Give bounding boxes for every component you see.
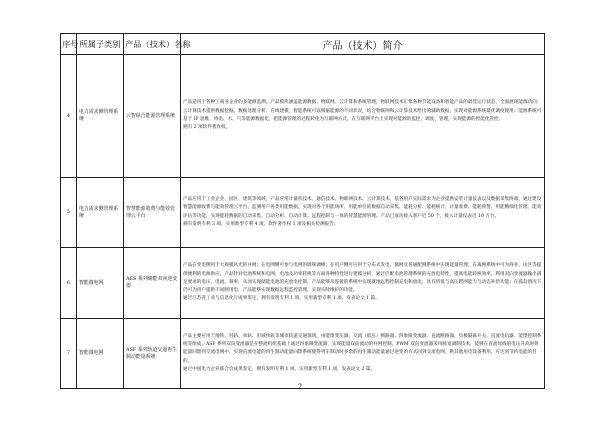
product-table [60, 33, 545, 389]
page-number: 2 [298, 382, 302, 391]
row-seq: 5 [61, 178, 77, 248]
row-category: 电力需求侧管理系统 [77, 178, 124, 248]
table-header-row [61, 34, 545, 55]
row-seq: 4 [61, 55, 77, 178]
intro-paragraph: 产品应用于工业企业、园区、建筑等领域，产品应用计量机技术、通信技术、物联网技术、云计算技术，依各用户实际需求为企业提供安装计量仪表以及数据采集终端，通过建设智慧能源收费与能效管理云平台，监测用户各类用能数据，实现对各个用能场所、用能单位的数据自动采集、能耗分析、能耗统计、计量收费、能耗预警、用能精细化管理、能效评估等功能，实现能耗数据的自动采集、自动分析、自动计算。远程控制与一体的智慧能源管理。产品已成功接入客户近 50 个，接入计量仪表近 10 万台。 [183, 196, 542, 219]
row-category: 智能微电网 [77, 248, 124, 319]
product-table-sheet [60, 33, 544, 389]
row-product-name: 智慧能源收费与能效管理云平台 [124, 178, 181, 248]
intro-credentials: 通过江苏省工业与信息化厅成果鉴定，拥有发明专利 1 项，实用新型专利 1 项，发表论文 1 篇。 [183, 296, 380, 302]
header-name: 产品（技术）名称 [124, 34, 181, 55]
header-intro: 产品（技术）简介 [181, 34, 545, 55]
row-seq: 7 [61, 319, 77, 389]
row-product-name: 云智绿合能源管理系统 [124, 55, 181, 178]
intro-credentials: 拥有发明专利 3 项，实用新型专利 4 项，软件著作权 1 项及相关检测报告。 [183, 221, 339, 227]
header-seq: 序号 [61, 34, 77, 55]
intro-credentials: 拥有 2 项软件著作权。 [183, 125, 231, 131]
row-intro [181, 248, 545, 319]
row-product-name: ASF 系列轨道交通再生制动能量系统 [124, 319, 181, 389]
row-category: 智能微电网 [77, 319, 124, 389]
table-row [61, 55, 545, 178]
intro-paragraph: 产品适用于各种工商业企业的多能源监测。产品模块涵盖能源数据、物联网、云计算和系统管理，物联网技术汇集各种节能设备和智能产品的最佳运行状态，全面展现能源动向；云计算技术提供数据挖掘、数据处理分析、在线建模，智能系统可以根据能源的不同状况，结合物联网和云计算技术给出的辅助数据，实现对能源系统最优调度使用；能源系统可基于 IP 思维，将电、水、气等能源数据化，把能源管理的过程转化为互联网方式，在互联网平台上实现对能源的监控、调度、管理，实现能源的智能化管控。 [183, 100, 542, 122]
row-seq: 6 [61, 248, 77, 319]
row-intro [181, 319, 545, 389]
intro-paragraph: 产品在变电侧用于大规模风光的并网；在电网侧可参与电网的调频调峰；在用户侧可应用于分布式发电、微网及普通配网系统中实现能量管理；在离网系统中可为商业、山区等提供便利的电源供应。产品针对电池系统和电网，电池及功率转换等方面各种特性进行建模分析，通过匹配电池管理系统的充放电特性，提高电能转换效率。利用双向变流器输出满足要求的电压、电流、频率，从而实现储能电池的充放电控制，产品能够从连接的系统中实现就地远程控制充电和放电；具有将低与高压跨网能力与动态补偿功能；在孤岛情况下仍可为用户提供不间断用电，产品能够实现数据远程监控管理，实现实时维护的功能。 [183, 263, 542, 294]
table-row [61, 178, 545, 248]
header-category: 所属子类别 [77, 34, 124, 55]
intro-credentials: 通过中国电力企业联合会成果鉴定，拥有发明专利 1 项，实用新型专利 1 项，发表论文 2 篇。 [183, 366, 376, 372]
intro-paragraph: 产品主要应用于地铁、轻轨、单轨、市域快轨等城市轨道交通领域，由能馈变压器、交流（低压）断路器、四象限变流器、直流断路器、负极隔离开关、直流电抗器、能馈控制系统等组成。ASF 系列双向变流器是在整流机组基础上通过四象限变流器，实现能量双向流动的并网控制。PWM 双向变流器采用脉宽调制技术，能够在直流母线的电压升高时将能量回馈到交流电网中，实现直流电能的再生制动能量回馈系统使得列车制动时多余的再生制动能量通过逆变的方式回到交流电网，供其他用电设备利用，可达到节约电能的目的。 [183, 333, 542, 364]
row-intro [181, 55, 545, 178]
row-intro [181, 178, 545, 248]
table-row [61, 248, 545, 319]
row-category: 电力需求侧管理系统 [77, 55, 124, 178]
table-row [61, 319, 545, 389]
row-product-name: AES 系列储能双向逆变器 [124, 248, 181, 319]
